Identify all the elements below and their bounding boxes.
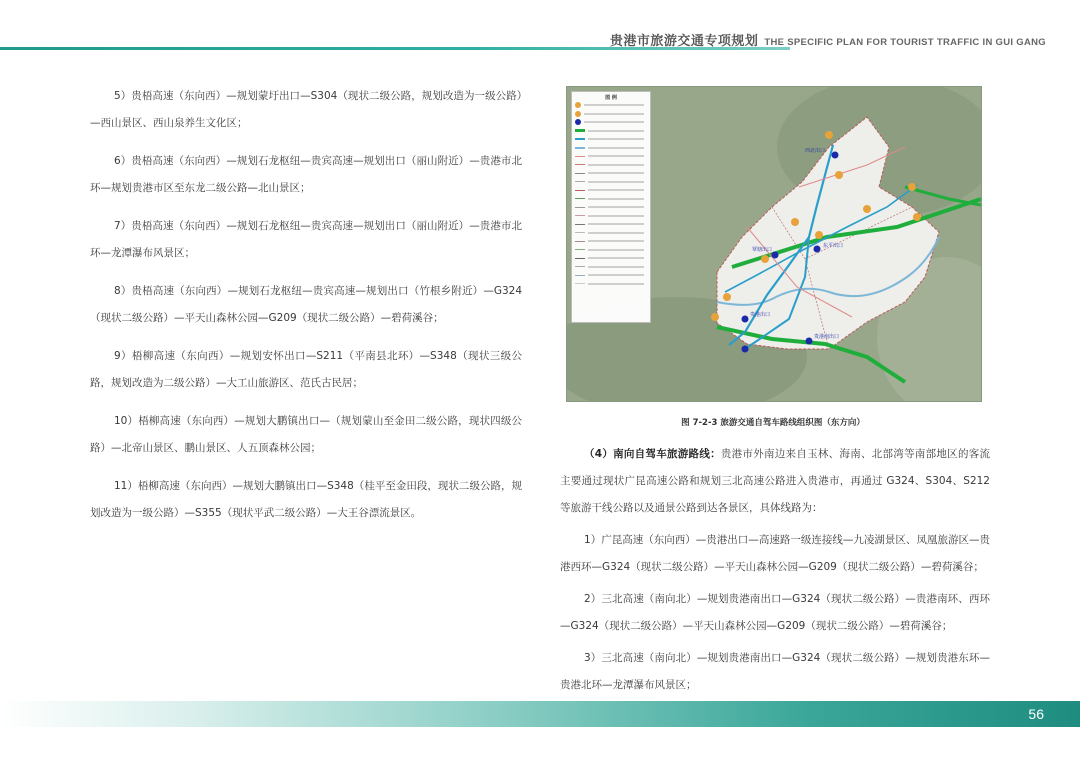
scenic-point [723,293,731,301]
map-label: 贵港出口 [750,312,771,318]
map-label: 贵港南出口 [814,334,840,340]
map-label: 覃塘出口 [752,247,773,253]
legend-title: 图 例 [605,95,617,101]
legend-row [572,152,650,161]
right-column [560,441,990,704]
scenic-point [761,255,769,263]
legend-row [572,169,650,178]
route-item: 11）梧柳高速（东向西）—规划大鹏镇出口—S348（桂平至金田段，现状二级公路，规划改造为一级公路）—S355（现状平武二级公路）—大王谷漂流景区。 [90,480,522,519]
scenic-point [913,213,921,221]
route-item: 8）贵梧高速（东向西）—规划石龙枢纽—贵宾高速—规划出口（竹根乡附近）—G324（现状二级公路）—平天山森林公园—G209（现状二级公路）—碧荷溪谷； [90,285,522,324]
route-item: 10）梧柳高速（东向西）—规划大鹏镇出口—（规划蒙山至金田二级公路，现状四级公路）—北帝山景区、鹏山景区、人五顶森林公园； [90,415,522,454]
footer-bar [0,701,1080,727]
legend-row [572,254,650,263]
legend-row [572,161,650,170]
scenic-point [711,313,719,321]
legend-row [572,144,650,153]
legend-row [572,237,650,246]
route-item: 9）梧柳高速（东向西）—规划安怀出口—S211（平南县北环）—S348（现状三级公路，规划改造为二级公路）—大工山旅游区、范氏古民居； [90,350,522,389]
legend-row [572,220,650,229]
figure-caption: 图 7-2-3 旅游交通自驾车路线组织图（东方向） [681,418,865,428]
exit-point [814,246,821,253]
header [610,30,1046,49]
page-number: 56 [1028,706,1044,722]
exit-point [742,346,749,353]
route-item: 7）贵梧高速（东向西）—规划石龙枢纽—贵宾高速—规划出口（丽山附近）—贵港市北环—龙潭瀑布风景区； [90,220,522,259]
map-legend [571,91,651,323]
route-map [566,86,982,402]
scenic-point [908,183,916,191]
legend-row [572,246,650,255]
legend-row [572,118,650,127]
route-item: 2）三北高速（南向北）—规划贵港南出口—G324（现状二级公路）—贵港南环、西环—G324（现状二级公路）—平天山森林公园—G209（现状二级公路）—碧荷溪谷； [560,593,990,632]
left-column [90,83,522,538]
header-subtitle: THE SPECIFIC PLAN FOR TOURIST TRAFFIC IN GUI GANG [764,37,1046,48]
legend-row [572,271,650,280]
scenic-point [791,218,799,226]
legend-row [572,101,650,110]
legend-row [572,186,650,195]
section-intro-text: 贵港市外南边来自玉林、海南、北部湾等南部地区的客流主要通过现状广昆高速公路和规划三北高速公路进入贵港市，再通过 G324、S304、S212 等旅游干线公路以及通景公路到达各景区，具体线路为： [560,448,990,514]
legend-row [572,263,650,272]
legend-row [572,110,650,119]
section-intro [560,441,990,522]
header-title: 贵港市旅游交通专项规划 [609,34,759,49]
section-lead: （4）南向自驾车旅游路线： [584,448,721,460]
exit-point [832,152,839,159]
scenic-point [863,205,871,213]
legend-row [572,280,650,289]
route-item: 6）贵梧高速（东向西）—规划石龙枢纽—贵宾高速—规划出口（丽山附近）—贵港市北环—规划贵港市区至东龙二级公路—北山景区； [90,155,522,194]
scenic-point [835,171,843,179]
legend-row [572,195,650,204]
scenic-point [825,131,833,139]
exit-point [806,338,813,345]
legend-row [572,178,650,187]
map-label: 西北出口 [804,148,825,154]
legend-row [572,212,650,221]
scenic-point [815,231,823,239]
route-item: 1）广昆高速（东向西）—贵港出口—高速路一级连接线—九凌湖景区、凤凰旅游区—贵港西环—G324（现状二级公路）—平天山森林公园—G209（现状二级公路）—碧荷溪谷； [560,534,990,573]
exit-point [772,252,779,259]
map-label: 东平出口 [823,243,844,249]
route-item: 5）贵梧高速（东向西）—规划蒙圩出口—S304（现状二级公路，规划改造为一级公路）—西山景区、西山泉养生文化区； [90,90,522,129]
legend-row [572,127,650,136]
exit-point [742,316,749,323]
legend-row [572,203,650,212]
legend-row [572,229,650,238]
legend-row [572,135,650,144]
route-item: 3）三北高速（南向北）—规划贵港南出口—G324（现状二级公路）—规划贵港东环—贵港北环—龙潭瀑布风景区； [560,652,990,691]
